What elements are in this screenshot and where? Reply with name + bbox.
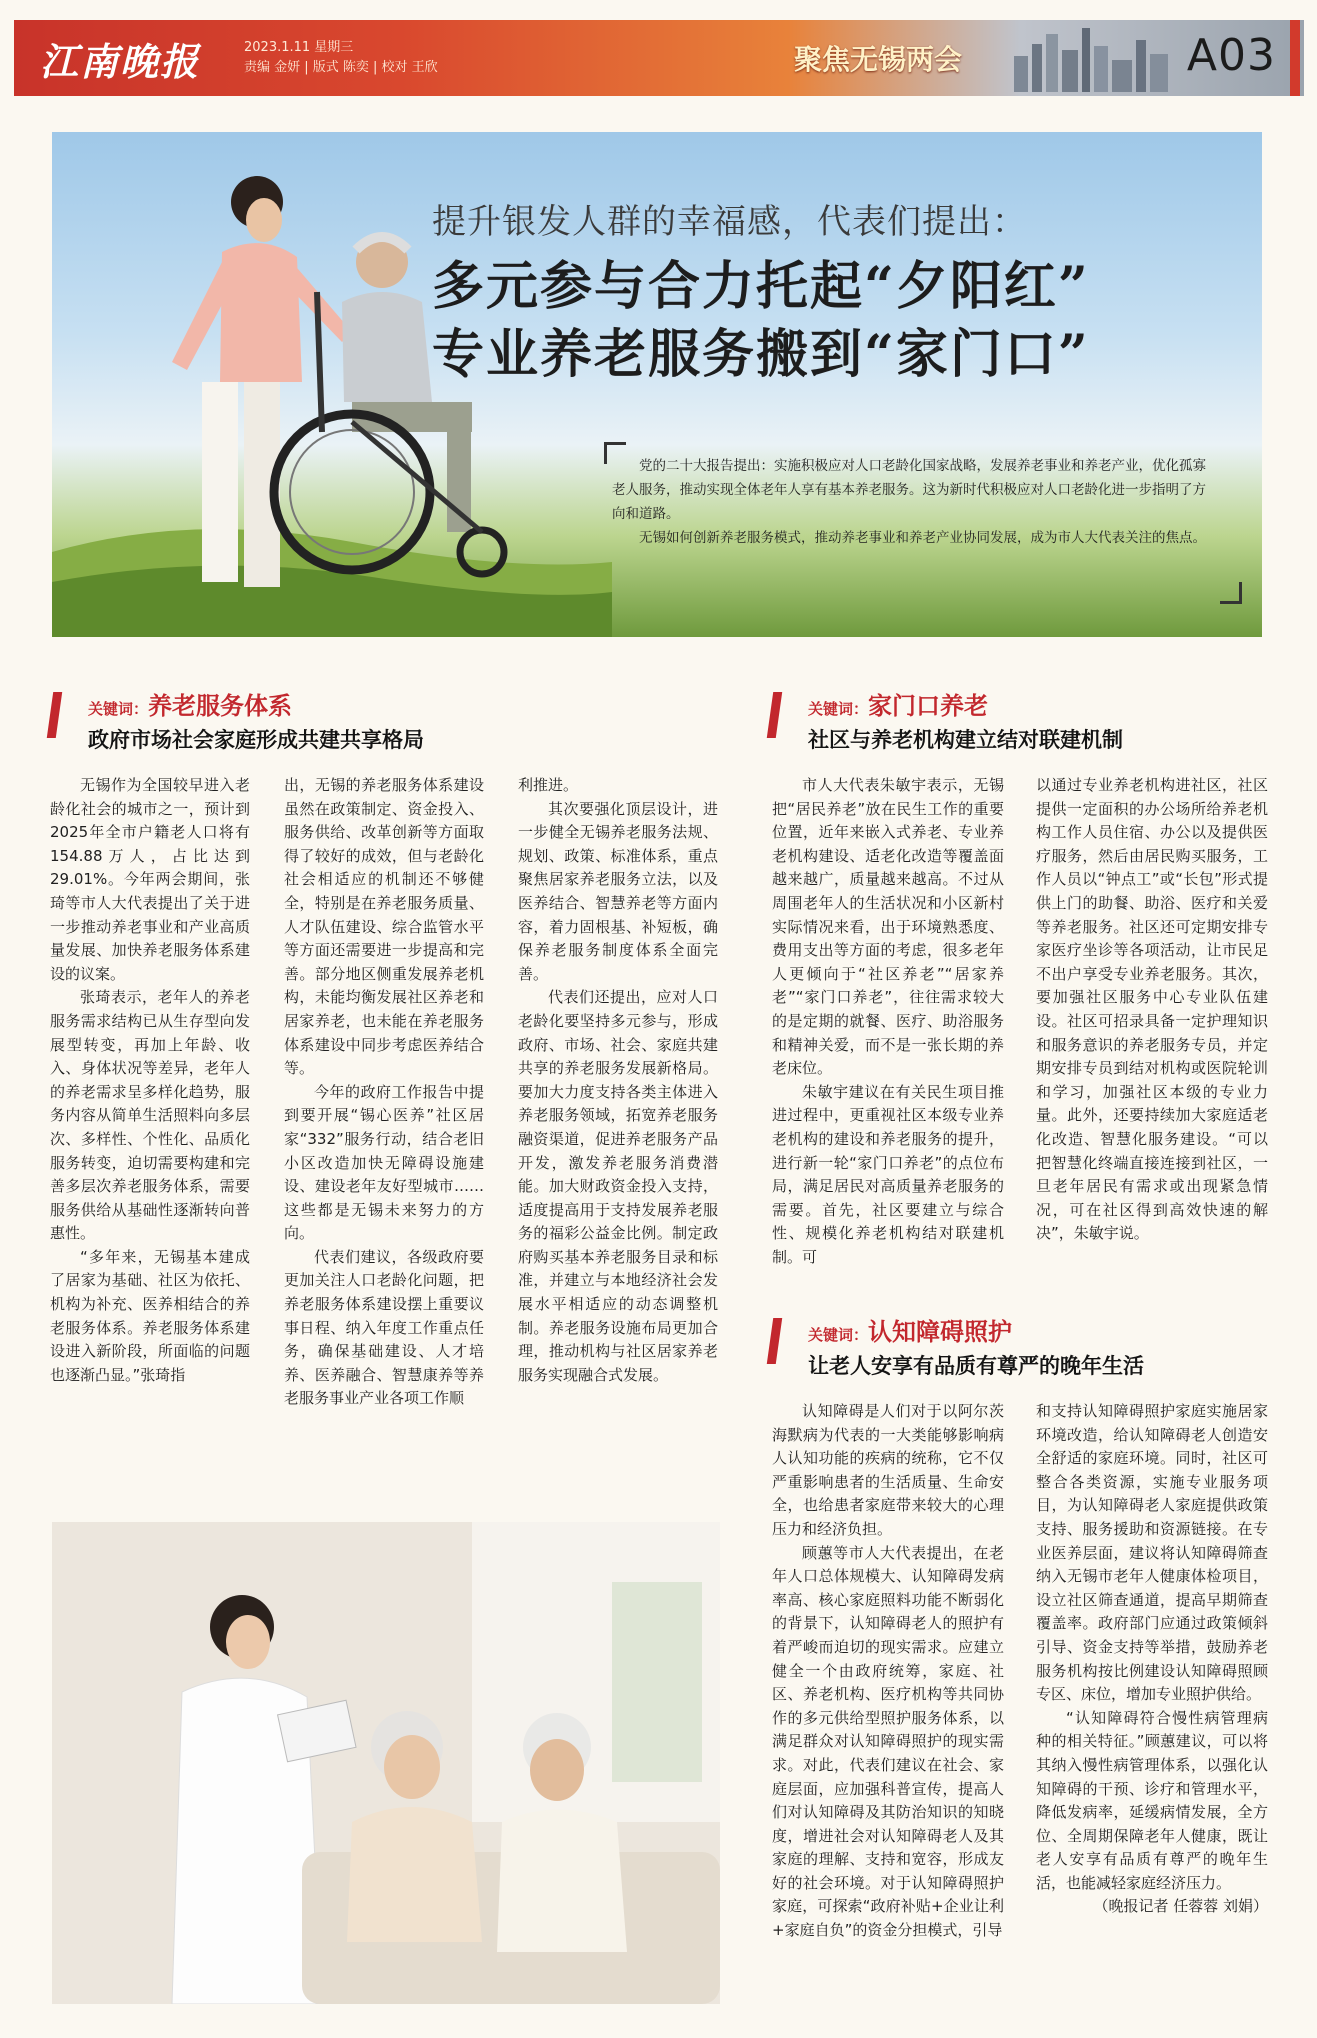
masthead xyxy=(14,20,1304,96)
editor-credits: 责编 金妍 | 版式 陈奕 | 校对 王欣 xyxy=(244,60,438,75)
paragraph: 认知障碍是人们对于以阿尔茨海默病为代表的一大类能够影响病人认知功能的疾病的统称，它不仅严重影响患者的生活质量、生命安全，也给患者家庭带来较大的心理压力和经济负担。 xyxy=(772,1402,1004,1538)
paragraph: 其次要强化顶层设计，进一步健全无锡养老服务法规、规划、政策、标准体系，重点聚焦居家养老服务立法，以及医养结合、智慧养老等方面内容，着力固根基、补短板，确保养老服务制度体系全面完善。 xyxy=(518,799,718,983)
section-subtitle: 让老人安享有品质有尊严的晚年生活 xyxy=(808,1354,1144,1378)
reporter-byline: （晚报记者 任蓉蓉 刘娟） xyxy=(1093,1897,1268,1916)
paragraph: 以通过专业养老机构进社区，社区提供一定面积的办公场所给养老机构工作人员住宿、办公以及提供医疗服务，然后由居民购买服务，工作人员以“钟点工”或“长包”形式提供上门的助餐、助浴、医疗和关爱等养老服务。社区还可定期安排专家医疗坐诊等各项活动，让市民足不出户享受专业养老服务。其次，要加强社区服务中心专业队伍建设。社区可招录具备一定护理知识和服务意识的养老服务专员，并定期安排专员到结对机构或医院轮训和学习，加强社区本级的专业力量。此外，还要持续加大家庭适老化改造、智慧化服务建设。“可以把智慧化终端直接连接到社区，一旦老年居民有需求或出现紧急情况，可在社区得到高效快速的解决”，朱敏宇说。 xyxy=(1036,776,1268,1243)
keyword-text: 家门口养老 xyxy=(868,692,989,720)
section-header-doorstep-care xyxy=(770,686,1290,756)
keyword-label: 关键词： xyxy=(808,1326,869,1344)
article-column xyxy=(50,774,250,1484)
section-header-cognitive-care xyxy=(770,1312,1290,1382)
keyword-text: 认知障碍照护 xyxy=(868,1318,1013,1346)
keyword-label: 关键词： xyxy=(88,700,149,718)
photo-illustration xyxy=(52,1522,720,2004)
headline-kicker: 提升银发人群的幸福感，代表们提出： xyxy=(432,202,1027,242)
section-header-elderly-care-system xyxy=(50,686,650,756)
section-keyword xyxy=(808,1312,1012,1347)
section-subtitle: 社区与养老机构建立结对联建机制 xyxy=(808,728,1123,752)
article-column xyxy=(772,774,1004,1274)
doctor-with-elderly-couple-photo xyxy=(52,1522,720,2004)
main-headline-line1: 多元参与合力托起“夕阳红” xyxy=(432,256,1090,317)
keyword-label: 关键词： xyxy=(808,700,869,718)
intro-paragraph: 党的二十大报告提出：实施积极应对人口老龄化国家战略，发展养老事业和养老产业，优化孤寡老人服务，推动实现全体老年人享有基本养老服务。这为新时代积极应对人口老龄化进一步指明了方向和道路。 xyxy=(612,458,1206,522)
article-column xyxy=(772,1400,1004,2018)
section-marker xyxy=(767,1318,782,1364)
paper-logo: 江南晚报 xyxy=(40,38,201,84)
masthead-meta xyxy=(244,38,544,78)
issue-date: 2023.1.11 星期三 xyxy=(244,40,354,55)
paragraph: 今年的政府工作报告中提到要开展“锡心医养”社区居家“332”服务行动，结合老旧小区改造加快无障碍设施建设、建设老年友好型城市……这些都是无锡未来努力的方向。 xyxy=(284,1082,484,1243)
city-skyline-icon xyxy=(1004,26,1184,92)
section-marker xyxy=(767,692,782,738)
section-keyword xyxy=(88,686,292,721)
paragraph: 朱敏宇建议在有关民生项目推进过程中，更重视社区本级专业养老机构的建设和养老服务的提升，进行新一轮“家门口养老”的点位布局，满足居民对高质量养老服务的需要。首先，社区要建立与综合性、规模化养老机构结对联建机制。可 xyxy=(772,1082,1004,1266)
paragraph: 张琦表示，老年人的养老服务需求结构已从生存型向发展型转变，再加上年龄、收入、身体状况等差异，老年人的养老需求呈多样化趋势，服务内容从简单生活照料向多层次、多样性、个性化、品质化服务转变，迫切需要构建和完善多层次养老服务体系，需要服务供给从基础性逐渐转向普惠性。 xyxy=(50,988,250,1243)
section-marker xyxy=(47,692,62,738)
paragraph: 出，无锡的养老服务体系建设虽然在政策制定、资金投入、服务供给、改革创新等方面取得了较好的成效，但与老龄化社会相适应的机制还不够健全，特别是在养老服务质量、人才队伍建设、综合监管水平等方面还需要进一步提高和完善。部分地区侧重发展养老机构，未能均衡发展社区养老和居家养老，也未能在养老服务体系建设中同步考虑医养结合等。 xyxy=(284,776,484,1078)
hero-banner xyxy=(52,132,1262,637)
keyword-text: 养老服务体系 xyxy=(148,692,293,720)
intro-paragraph: 无锡如何创新养老服务模式，推动养老事业和养老产业协同发展，成为市人大代表关注的焦点。 xyxy=(639,530,1206,546)
edge-tab xyxy=(1290,20,1300,96)
intro-bracket-bottom-right xyxy=(1220,582,1242,604)
paragraph: 代表们还提出，应对人口老龄化要坚持多元参与，形成政府、市场、社会、家庭共建共享的养老服务发展新格局。要加大力度支持各类主体进入养老服务领域，拓宽养老服务融资渠道，促进养老服务产品开发，激发养老服务消费潜能。加大财政资金投入支持，适度提高用于支持发展养老服务的福彩公益金比例。制定政府购买基本养老服务目录和标准，并建立与本地经济社会发展水平相适应的动态调整机制。养老服务设施布局更加合理，推动机构与社区居家养老服务实现融合式发展。 xyxy=(518,988,718,1384)
article-column xyxy=(1036,774,1268,1274)
intro-text xyxy=(612,454,1212,550)
paragraph: 代表们建议，各级政府要更加关注人口老龄化问题，把养老服务体系建设摆上重要议事日程、纳入年度工作重点任务，确保基础建设、人才培养、医养融合、智慧康养等养老服务事业产业各项工作顺 xyxy=(284,1247,484,1408)
paragraph: 利推进。 xyxy=(518,776,579,794)
paragraph: 市人大代表朱敏宇表示，无锡把“居民养老”放在民生工作的重要位置，近年来嵌入式养老、专业养老机构建设、适老化改造等覆盖面越来越广，质量越来越高。不过从周围老年人的生活状况和小区新村实际情况来看，出于环境熟悉度、费用支出等方面的考虑，很多老年人更倾向于“社区养老”“居家养老”“家门口养老”，往往需求较大的是定期的就餐、医疗、助浴服务和精神关爱，而不是一张长期的养老床位。 xyxy=(772,776,1004,1078)
section-keyword xyxy=(808,686,988,721)
section-title: 聚焦无锡两会 xyxy=(794,43,963,76)
article-column xyxy=(518,774,718,1484)
article-column xyxy=(1036,1400,1268,2018)
paragraph: “多年来，无锡基本建成了居家为基础、社区为依托、机构为补充、医养相结合的养老服务体系。养老服务体系建设进入新阶段，所面临的问题也逐渐凸显。”张琦指 xyxy=(50,1247,250,1384)
page-number: A03 xyxy=(1186,30,1276,81)
main-headline-line2: 专业养老服务搬到“家门口” xyxy=(432,324,1090,385)
article-column xyxy=(284,774,484,1484)
paragraph: 无锡作为全国较早进入老龄化社会的城市之一，预计到2025年全市户籍老人口将有154.88万人，占比达到29.01%。今年两会期间，张琦等市人大代表提出了关于进一步推动养老事业和产业高质量发展、加快养老服务体系建设的议案。 xyxy=(50,776,250,983)
section-subtitle: 政府市场社会家庭形成共建共享格局 xyxy=(88,728,424,752)
paragraph: 和支持认知障碍照护家庭实施居家环境改造，给认知障碍老人创造安全舒适的家庭环境。同时，社区可整合各类资源，实施专业服务项目，为认知障碍老人家庭提供政策支持、服务援助和资源链接。在专业医养层面，建议将认知障碍筛查纳入无锡市老年人健康体检项目，设立社区筛查通道，提高早期筛查覆盖率。政府部门应通过政策倾斜引导、资金支持等举措，鼓励养老服务机构按比例建设认知障碍照顾专区、床位，增加专业照护供给。 xyxy=(1036,1402,1268,1704)
paragraph: “认知障碍符合慢性病管理病种的相关特征。”顾蕙建议，可以将其纳入慢性病管理体系，以强化认知障碍的干预、诊疗和管理水平，降低发病率，延缓病情发展，全方位、全周期保障老年人健康，既让老人安享有品质有尊严的晚年生活，也能减轻家庭经济压力。 xyxy=(1036,1708,1268,1892)
paragraph: 顾蕙等市人大代表提出，在老年人口总体规模大、认知障碍发病率高、核心家庭照料功能不断弱化的背景下，认知障碍老人的照护有着严峻而迫切的现实需求。应建立健全一个由政府统筹，家庭、社区、养老机构、医疗机构等共同协作的多元供给型照护服务体系，以满足群众对认知障碍照护的现实需求。对此，代表们建议在社会、家庭层面，应加强科普宣传，提高人们对认知障碍及其防治知识的知晓度，增进社会对认知障碍老人及其家庭的理解、支持和宽容，形成友好的社会环境。对于认知障碍照护家庭，可探索“政府补贴+企业让利+家庭自负”的资金分担模式，引导 xyxy=(772,1543,1004,1940)
